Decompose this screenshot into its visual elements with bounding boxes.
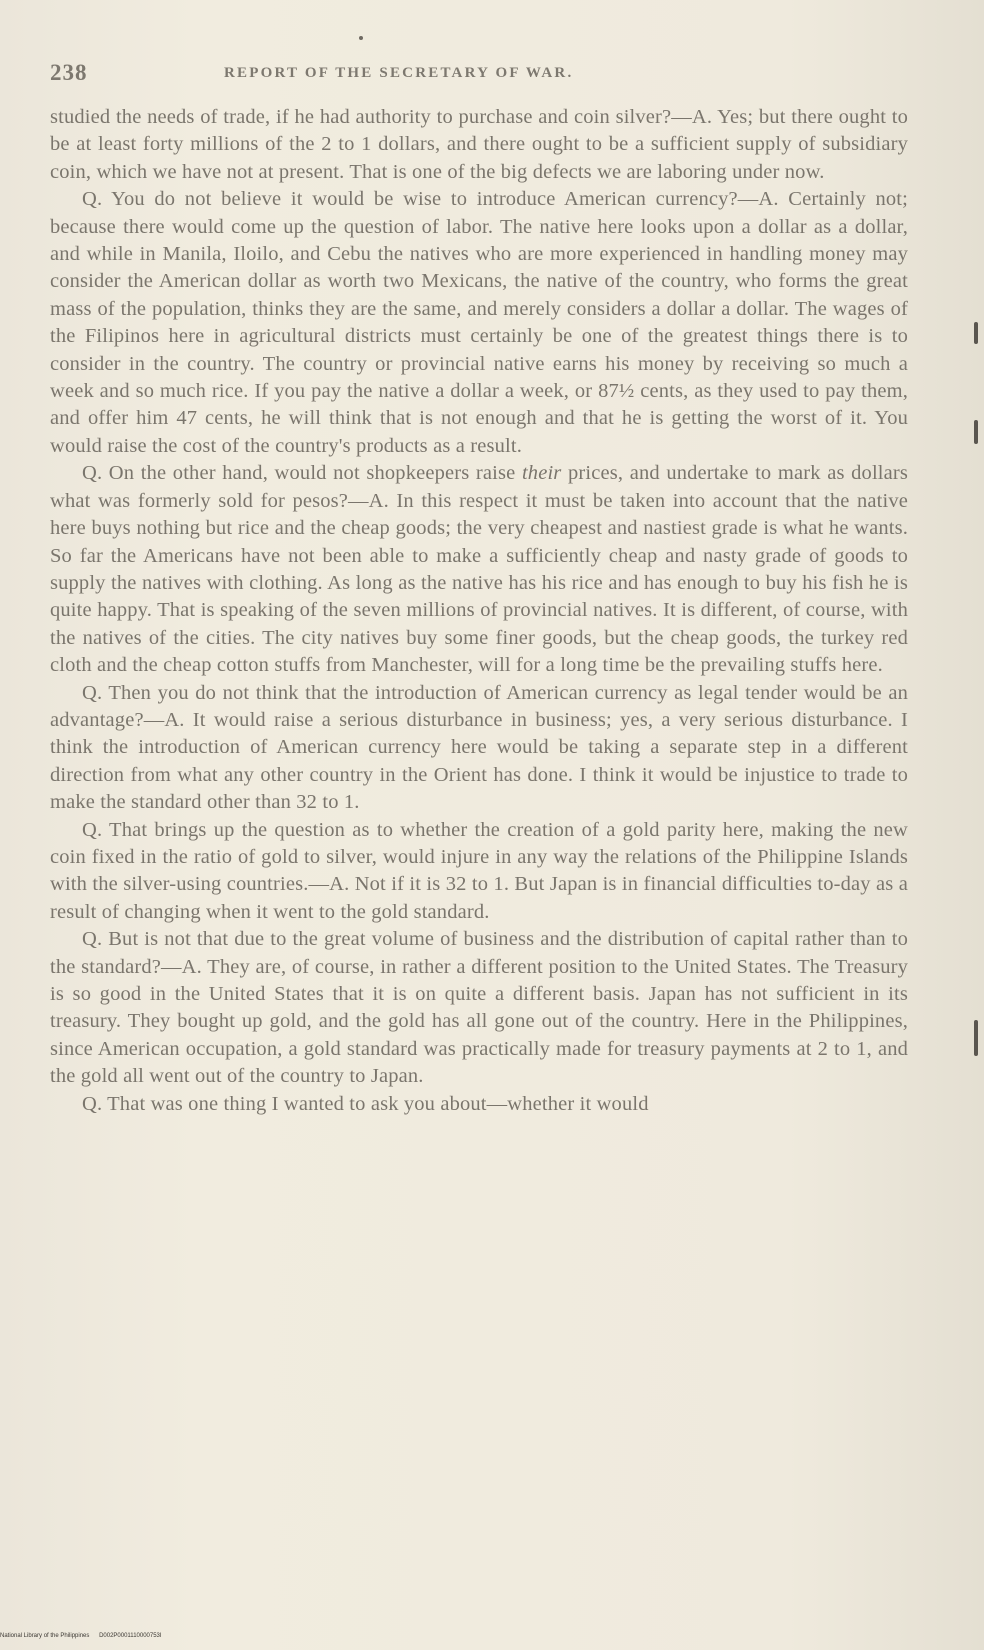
paragraph-gold-parity-question: Q. That brings up the question as to whether the creation of a gold parity here, making the new coin fixed in the ratio of gold to silver, would injure in any way the relations of the Philippine Islands with the silver-using countries.—A. Not if it is 32 to 1. But Japan is in financial difficulties to-day as a result of changing when it went to the gold standard. bbox=[50, 818, 908, 923]
footer-library: National Library of the Philippines bbox=[0, 1633, 90, 1639]
paragraph-continuation: studied the needs of trade, if he had authority to purchase and coin silver?—A. Yes; but there ought to be at least forty millions of the 2 to 1 dollars, and there ought to be a sufficient supply of subsidiary coin, which we have not at present. That is one of the big defects we are laboring under now. bbox=[50, 106, 908, 183]
edge-mark bbox=[974, 1020, 978, 1056]
emphasized-word: their bbox=[521, 462, 562, 485]
running-title: REPORT OF THE SECRETARY OF WAR. bbox=[224, 65, 574, 81]
paragraph-legal-tender-question: Q. Then you do not think that the introduction of American currency as legal tender would be an advantage?—A. It would raise a serious disturbance in business; yes, a very serious disturbance. I think the introduction of American currency here would be taking a separate step in a different direction from what any other country in the Orient has done. I think it would be injustice to trade to make the standard other than 32 to 1. bbox=[50, 681, 908, 814]
page-header bbox=[50, 60, 910, 90]
paragraph-capital-question: Q. But is not that due to the great volume of business and the distribution of capital rather than to the standard?—A. They are, of course, in rather a different position to the United States. The Treasury is so good in the United States that it is on quite a different basis. Japan has not sufficient in its treasury. They bought up gold, and the gold has all gone out of the country. Here in the Philippines, since American occupation, a gold standard was practically made for treasury payments at 2 to 1, and the gold all went out of the country to Japan. bbox=[50, 928, 908, 1088]
paragraph-currency-question: Q. You do not believe it would be wise to introduce American currency?—A. Certainly not; because there would come up the question of labor. The native here looks upon a dollar as a dollar, and while in Manila, Iloilo, and Cebu the natives who are more experienced in handling money may consider the American dollar as worth two Mexicans, the native of the country, who forms the great mass of the population, thinks they are the same, and merely considers a dollar a dollar. The wages of the Filipinos here in agricultural districts must certainly be one of the greatest things there is to consider in the country. The country or provincial native earns his money by receiving so much a week and so much rice. If you pay the native a dollar a week, or 87½ cents, as they used to pay them, and offer him 47 cents, he will think that is not enough and that he is getting the worst of it. You would raise the cost of the country's products as a result. bbox=[50, 188, 908, 457]
body-text bbox=[50, 104, 908, 1118]
footer-identifier: D002P0001110000753I bbox=[99, 1633, 162, 1639]
paragraph-text-before-emphasis: Q. On the other hand, would not shopkeepers raise bbox=[82, 462, 522, 485]
edge-mark bbox=[974, 322, 978, 344]
edge-mark bbox=[974, 420, 978, 444]
paragraph-final-question: Q. That was one thing I wanted to ask you about—whether it would bbox=[82, 1092, 649, 1115]
ink-speck bbox=[359, 36, 363, 40]
page-number: 238 bbox=[50, 60, 88, 85]
paragraph-text-after-emphasis: prices, and undertake to mark as dollars what was formerly sold for pesos?—A. In this respect it must be taken into account that the native here buys nothing but rice and the cheap goods; the very cheapest and nastiest grade is what he wants. So far the Americans have not been able to make a sufficiently cheap and nasty grade of goods to supply the natives with clothing. As long as the native has his rice and has enough to buy his fish he is quite happy. That is speaking of the seven millions of provincial natives. It is different, of course, with the natives of the cities. The city natives buy some finer goods, but the cheap goods, the turkey red cloth and the cheap cotton stuffs from Manchester, will for a long time be the prevailing stuffs here. bbox=[50, 462, 908, 677]
page-footer bbox=[0, 1633, 170, 1639]
paragraph-shopkeepers-question bbox=[50, 460, 908, 679]
